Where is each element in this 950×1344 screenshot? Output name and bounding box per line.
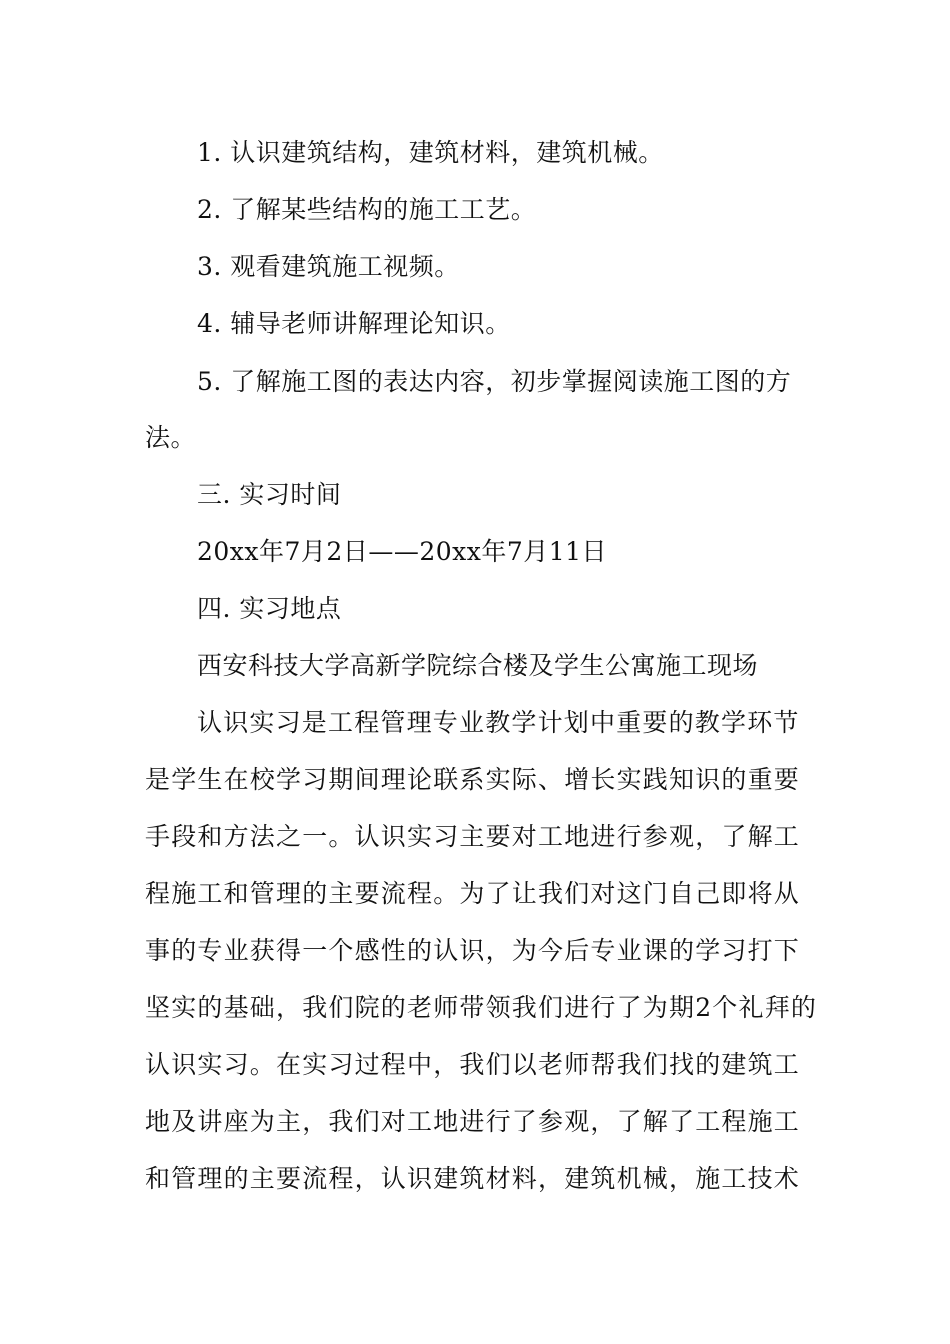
paragraph-line: 程施工和管理的主要流程。为了让我们对这门自己即将从 xyxy=(145,879,801,908)
section-heading-location: 四. 实习地点 xyxy=(197,594,342,623)
list-item-3: 3. 观看建筑施工视频。 xyxy=(197,252,460,281)
list-item-5: 5. 了解施工图的表达内容，初步掌握阅读施工图的方 xyxy=(197,367,792,396)
internship-dates: 20xx年7月2日——20xx年7月11日 xyxy=(197,537,608,566)
paragraph-line: 坚实的基础，我们院的老师带领我们进行了为期2个礼拜的 xyxy=(145,993,818,1022)
paragraph-line: 认识实习。在实习过程中，我们以老师帮我们找的建筑工 xyxy=(145,1050,801,1079)
list-item-1: 1. 认识建筑结构，建筑材料，建筑机械。 xyxy=(197,138,664,167)
list-item-4: 4. 辅导老师讲解理论知识。 xyxy=(197,309,511,338)
internship-location: 西安科技大学高新学院综合楼及学生公寓施工现场 xyxy=(197,651,759,680)
paragraph-line: 地及讲座为主，我们对工地进行了参观，了解了工程施工 xyxy=(145,1107,801,1136)
section-heading-time: 三. 实习时间 xyxy=(197,480,342,509)
paragraph-line: 和管理的主要流程，认识建筑材料，建筑机械，施工技术 xyxy=(145,1164,801,1193)
paragraph-line: 是学生在校学习期间理论联系实际、增长实践知识的重要 xyxy=(145,765,801,794)
list-item-2: 2. 了解某些结构的施工工艺。 xyxy=(197,195,537,224)
paragraph-line: 认识实习是工程管理专业教学计划中重要的教学环节 xyxy=(197,708,800,737)
paragraph-line: 手段和方法之一。认识实习主要对工地进行参观，了解工 xyxy=(145,822,801,851)
paragraph-line: 事的专业获得一个感性的认识，为今后专业课的学习打下 xyxy=(145,936,801,965)
list-item-5-continuation: 法。 xyxy=(145,423,197,452)
